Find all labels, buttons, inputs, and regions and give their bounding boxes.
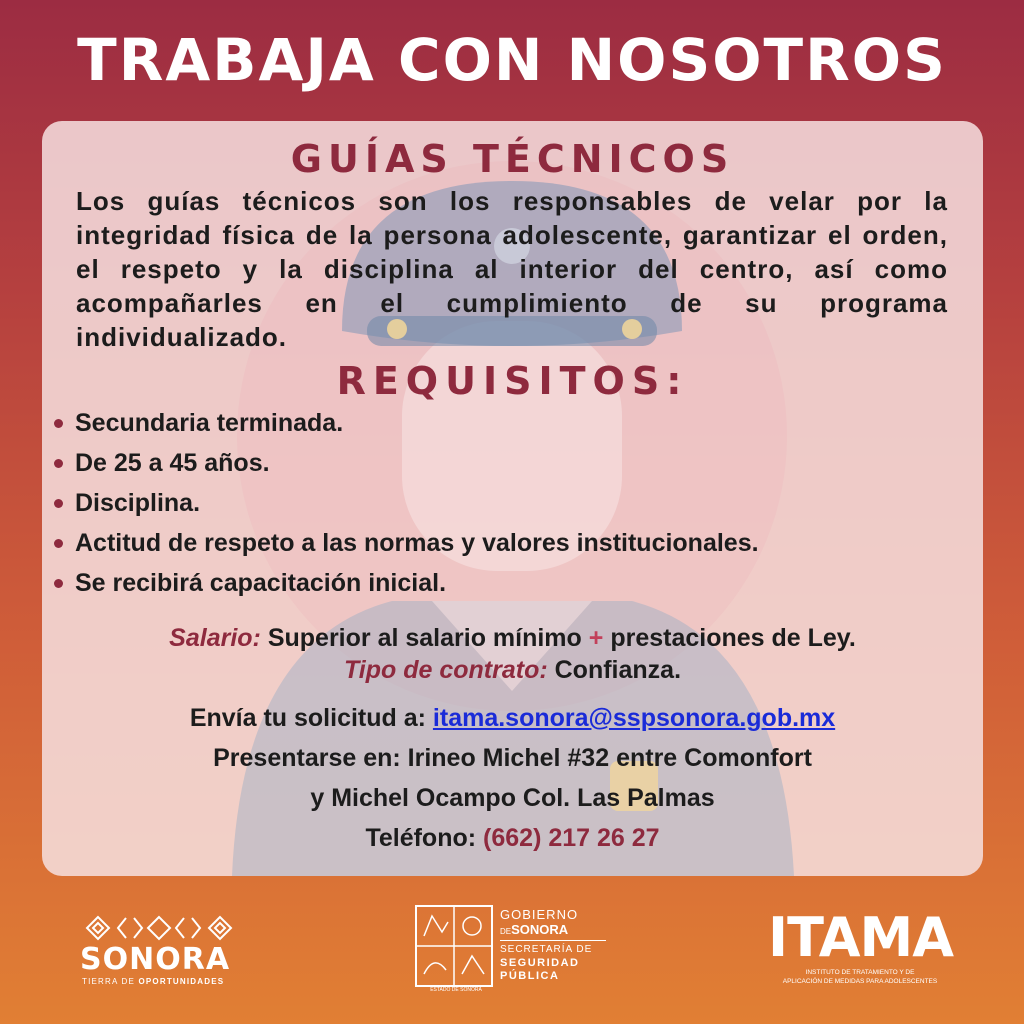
bullet-icon	[54, 579, 63, 588]
position-description: Los guías técnicos son los responsables de velar por la integridad física de la persona adolescente, garantizar el orden, el respeto y la disciplina al interior del centro, así como acompañarles en el cumplimiento de su programa individualizado.	[76, 186, 948, 352]
salary-line	[42, 621, 983, 655]
sonora-name: SONORA	[80, 942, 231, 977]
requirement-item: Secundaria terminada.	[54, 403, 759, 443]
seal-caption: ESTADO DE SONORA	[430, 987, 482, 993]
requirement-item: Disciplina.	[54, 483, 759, 523]
send-application-line	[42, 701, 983, 735]
salary-value: Superior al salario mínimo	[267, 624, 582, 652]
send-label: Envía tu solicitud a:	[189, 704, 426, 732]
ssp-line1: SECRETARÍA DE	[500, 944, 593, 955]
bullet-icon	[54, 499, 63, 508]
contract-line	[42, 653, 983, 687]
bullet-icon	[54, 419, 63, 428]
address-line-2: y Michel Ocampo Col. Las Palmas	[310, 784, 715, 812]
bullet-icon	[54, 539, 63, 548]
phone-number: (662) 217 26 27	[483, 824, 660, 852]
page-headline: TRABAJA CON NOSOTROS	[77, 26, 947, 94]
gobierno-line2: DESONORA	[500, 922, 569, 937]
gobierno-sonora-logo	[412, 902, 612, 998]
itama-name: ITAMA	[768, 906, 954, 969]
sonora-pattern-icon	[84, 914, 234, 942]
requirements-title: REQUISITOS:	[336, 359, 689, 403]
phone-label: Teléfono:	[365, 824, 477, 852]
phone-line	[42, 821, 983, 855]
gobierno-line1: GOBIERNO	[500, 907, 579, 922]
email-link[interactable]: itama.sonora@sspsonora.gob.mx	[432, 704, 836, 732]
position-title: GUÍAS TÉCNICOS	[290, 137, 735, 181]
bullet-icon	[54, 459, 63, 468]
itama-line2: APLICACIÓN DE MEDIDAS PARA ADOLESCENTES	[782, 978, 938, 985]
job-info-card	[42, 121, 983, 876]
ssp-line2: SEGURIDAD	[500, 957, 580, 969]
contract-label: Tipo de contrato:	[343, 656, 548, 684]
requirements-list	[54, 403, 759, 603]
itama-logo	[762, 906, 962, 990]
logo-divider	[500, 940, 606, 941]
requirement-item: Actitud de respeto a las normas y valores institucionales.	[54, 523, 759, 563]
itama-line1: INSTITUTO DE TRATAMIENTO Y DE	[805, 969, 915, 976]
salary-label: Salario:	[169, 624, 261, 652]
contract-value: Confianza.	[554, 656, 682, 684]
state-seal-icon	[414, 904, 494, 996]
salary-benefits: prestaciones de Ley.	[610, 624, 856, 652]
ssp-line3: PÚBLICA	[500, 970, 560, 982]
requirement-item: De 25 a 45 años.	[54, 443, 759, 483]
plus-sign: +	[588, 624, 604, 652]
address-line-1: Presentarse en: Irineo Michel #32 entre Comonfort	[213, 744, 812, 772]
requirement-item: Se recibirá capacitación inicial.	[54, 563, 759, 603]
sonora-tagline: TIERRA DE OPORTUNIDADES	[82, 977, 225, 986]
sonora-logo	[74, 910, 244, 990]
